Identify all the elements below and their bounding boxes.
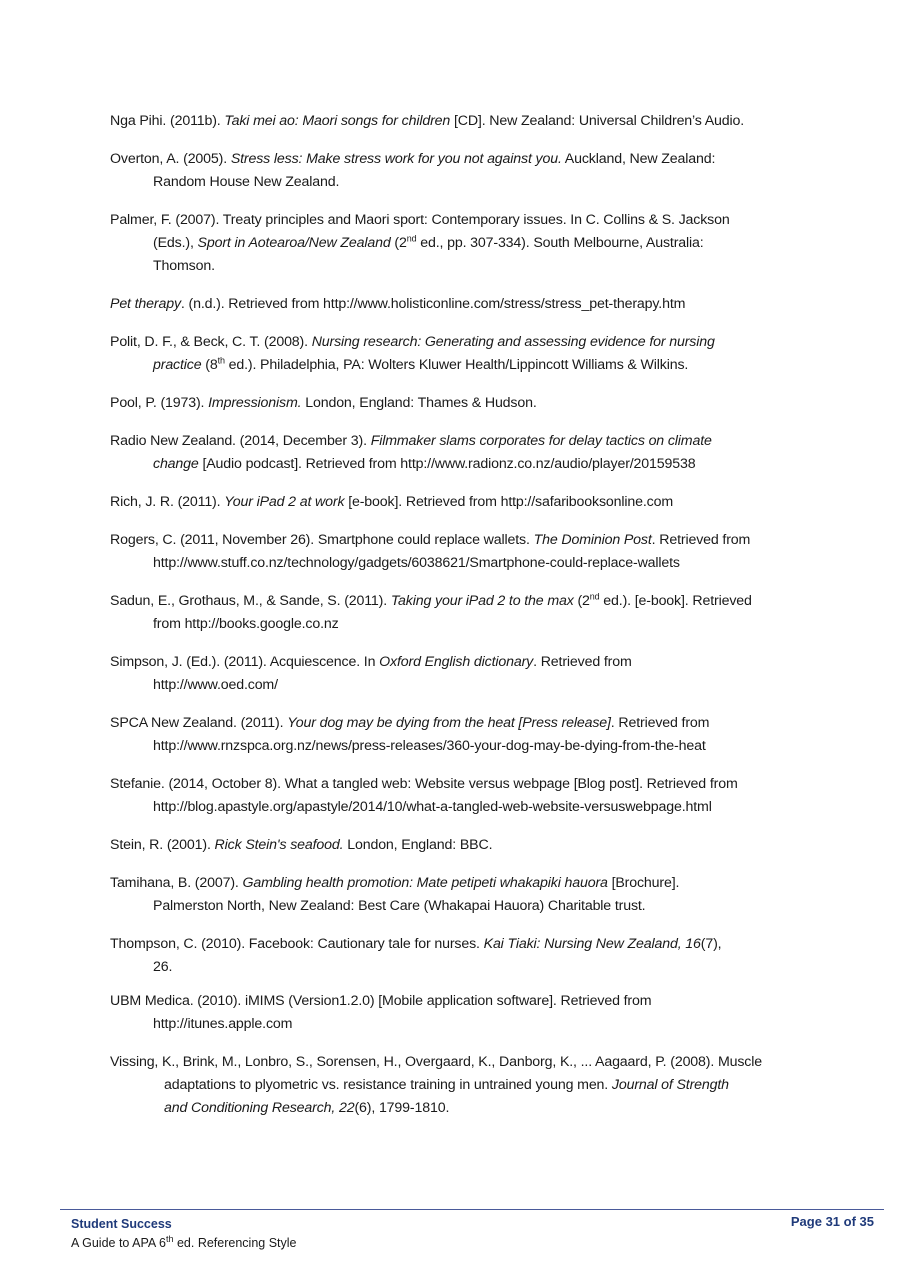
italic-title: Oxford English dictionary bbox=[379, 654, 534, 670]
italic-title: change bbox=[153, 456, 199, 472]
reference-text: ed.). Philadelphia, PA: Wolters Kluwer Health/Lippincott Williams & Wilkins. bbox=[224, 357, 689, 373]
reference-entry bbox=[110, 529, 870, 575]
page-number: Page 31 of 35 bbox=[790, 1214, 874, 1229]
reference-line bbox=[110, 255, 870, 278]
reference-line bbox=[110, 171, 870, 194]
reference-line bbox=[110, 209, 870, 232]
reference-line bbox=[110, 651, 870, 674]
reference-text: London, England: Thames & Hudson. bbox=[301, 395, 537, 411]
reference-text: Nga Pihi. (2011b). bbox=[110, 113, 225, 129]
reference-entry bbox=[110, 1051, 870, 1120]
reference-line bbox=[110, 110, 870, 133]
reference-entry bbox=[110, 933, 870, 979]
footer-subtitle-sup: th bbox=[165, 1233, 174, 1244]
superscript: nd bbox=[406, 233, 417, 244]
reference-entry bbox=[110, 651, 870, 697]
reference-text: Palmer, F. (2007). Treaty principles and Maori sport: Contemporary issues. In C. Collins & S. Jackson bbox=[110, 212, 730, 228]
reference-text: Palmerston North, New Zealand: Best Care (Whakapai Hauora) Charitable trust. bbox=[153, 898, 646, 914]
italic-title: Nursing research: Generating and assessing evidence for nursing bbox=[311, 334, 715, 350]
reference-text: Rogers, C. (2011, November 26). Smartphone could replace wallets. bbox=[110, 532, 534, 548]
reference-line bbox=[110, 552, 870, 575]
reference-line bbox=[110, 148, 870, 171]
reference-text: http://blog.apastyle.org/apastyle/2014/10/what-a-tangled-web-website-versuswebpage.html bbox=[153, 799, 712, 815]
reference-line bbox=[110, 834, 870, 857]
reference-text: http://www.rnzspca.org.nz/news/press-releases/360-your-dog-may-be-dying-from-the-heat bbox=[153, 738, 706, 754]
italic-title: Kai Tiaki: Nursing New Zealand, 16 bbox=[483, 936, 701, 952]
reference-text: [CD]. New Zealand: Universal Children’s Audio. bbox=[450, 113, 745, 129]
reference-line bbox=[110, 453, 870, 476]
reference-text: (2 bbox=[390, 235, 407, 251]
italic-title: Pet therapy bbox=[110, 296, 181, 312]
reference-text: http://itunes.apple.com bbox=[153, 1016, 293, 1032]
reference-entry bbox=[110, 990, 870, 1036]
reference-line bbox=[110, 1097, 870, 1120]
reference-line bbox=[110, 735, 870, 758]
italic-title: Your iPad 2 at work bbox=[224, 494, 345, 510]
reference-line bbox=[110, 674, 870, 697]
italic-title: Impressionism. bbox=[208, 395, 302, 411]
italic-title: Taking your iPad 2 to the max bbox=[390, 593, 574, 609]
italic-title: Sport in Aotearoa/New Zealand bbox=[197, 235, 391, 251]
reference-text: London, England: BBC. bbox=[343, 837, 493, 853]
reference-text: ed., pp. 307-334). South Melbourne, Australia: bbox=[416, 235, 704, 251]
reference-entry bbox=[110, 590, 870, 636]
italic-title: Stress less: Make stress work for you not against you. bbox=[230, 151, 562, 167]
reference-text: Polit, D. F., & Beck, C. T. (2008). bbox=[110, 334, 312, 350]
superscript: nd bbox=[589, 591, 600, 602]
reference-text: Thomson. bbox=[153, 258, 215, 274]
reference-text: from http://books.google.co.nz bbox=[153, 616, 339, 632]
reference-line bbox=[110, 796, 870, 819]
reference-text: (2 bbox=[573, 593, 590, 609]
reference-entry bbox=[110, 392, 870, 415]
reference-line bbox=[110, 1074, 870, 1097]
reference-entry bbox=[110, 293, 870, 316]
reference-entry bbox=[110, 773, 870, 819]
reference-text: (8 bbox=[201, 357, 218, 373]
reference-text: [Audio podcast]. Retrieved from http://www.radionz.co.nz/audio/player/20159538 bbox=[198, 456, 696, 472]
reference-entry bbox=[110, 209, 870, 278]
reference-line bbox=[110, 491, 870, 514]
reference-text: ed.). [e-book]. Retrieved bbox=[599, 593, 752, 609]
reference-entry bbox=[110, 491, 870, 514]
superscript: th bbox=[217, 355, 225, 366]
reference-line bbox=[110, 331, 870, 354]
reference-line bbox=[110, 895, 870, 918]
reference-line bbox=[110, 1013, 870, 1036]
italic-title: and Conditioning Research, 22 bbox=[164, 1100, 355, 1116]
reference-line bbox=[110, 354, 870, 377]
reference-text: (6), 1799-1810. bbox=[354, 1100, 450, 1116]
footer-subtitle-text: ed. Referencing Style bbox=[173, 1236, 297, 1250]
footer-left bbox=[71, 1215, 297, 1253]
reference-entry bbox=[110, 834, 870, 857]
reference-text: http://www.oed.com/ bbox=[153, 677, 278, 693]
reference-text: Tamihana, B. (2007). bbox=[110, 875, 243, 891]
reference-text: http://www.stuff.co.nz/technology/gadgets/6038621/Smartphone-could-replace-wallets bbox=[153, 555, 680, 571]
reference-text: Stein, R. (2001). bbox=[110, 837, 215, 853]
reference-line bbox=[110, 232, 870, 255]
footer-subtitle bbox=[71, 1234, 297, 1253]
reference-text: Stefanie. (2014, October 8). What a tangled web: Website versus webpage [Blog post]. Retrieved from bbox=[110, 776, 738, 792]
reference-entry bbox=[110, 148, 870, 194]
reference-text: 26. bbox=[153, 959, 173, 975]
reference-text: (7), bbox=[700, 936, 722, 952]
italic-title: Journal of Strength bbox=[611, 1077, 729, 1093]
reference-text: . (n.d.). Retrieved from http://www.holisticonline.com/stress/stress_pet-therapy.htm bbox=[180, 296, 686, 312]
reference-line bbox=[110, 293, 870, 316]
reference-entry bbox=[110, 872, 870, 918]
italic-title: Your dog may be dying from the heat [Press release] bbox=[287, 715, 611, 731]
italic-title: Taki mei ao: Maori songs for children bbox=[224, 113, 451, 129]
footer-subtitle-text: A Guide to APA 6 bbox=[71, 1236, 166, 1250]
reference-text: Auckland, New Zealand: bbox=[561, 151, 716, 167]
italic-title: practice bbox=[153, 357, 202, 373]
reference-line bbox=[110, 430, 870, 453]
reference-line bbox=[110, 712, 870, 735]
reference-line bbox=[110, 933, 870, 956]
reference-text: Pool, P. (1973). bbox=[110, 395, 209, 411]
italic-title: The Dominion Post bbox=[533, 532, 652, 548]
reference-line bbox=[110, 529, 870, 552]
reference-entry bbox=[110, 110, 870, 133]
reference-line bbox=[110, 392, 870, 415]
reference-text: Random House New Zealand. bbox=[153, 174, 340, 190]
footer-divider bbox=[60, 1209, 884, 1210]
reference-line bbox=[110, 872, 870, 895]
reference-text: Overton, A. (2005). bbox=[110, 151, 231, 167]
italic-title: Rick Stein's seafood. bbox=[214, 837, 344, 853]
reference-text: Vissing, K., Brink, M., Lonbro, S., Sorensen, H., Overgaard, K., Danborg, K., ... Aagaard, P. (2008). Muscle bbox=[110, 1054, 762, 1070]
reference-text: (Eds.), bbox=[153, 235, 198, 251]
reference-text: UBM Medica. (2010). iMIMS (Version1.2.0) [Mobile application software]. Retrieved from bbox=[110, 993, 652, 1009]
reference-text: adaptations to plyometric vs. resistance training in untrained young men. bbox=[164, 1077, 612, 1093]
reference-entry bbox=[110, 430, 870, 476]
reference-text: SPCA New Zealand. (2011). bbox=[110, 715, 288, 731]
reference-text: Rich, J. R. (2011). bbox=[110, 494, 225, 510]
reference-text: Simpson, J. (Ed.). (2011). Acquiescence. In bbox=[110, 654, 380, 670]
reference-text: Radio New Zealand. (2014, December 3). bbox=[110, 433, 371, 449]
italic-title: Gambling health promotion: Mate petipeti whakapiki hauora bbox=[242, 875, 608, 891]
italic-title: Filmmaker slams corporates for delay tactics on climate bbox=[370, 433, 712, 449]
reference-text: . Retrieved from bbox=[651, 532, 751, 548]
reference-line bbox=[110, 990, 870, 1013]
reference-text: Sadun, E., Grothaus, M., & Sande, S. (2011). bbox=[110, 593, 391, 609]
reference-entry bbox=[110, 331, 870, 377]
reference-line bbox=[110, 613, 870, 636]
reference-entry bbox=[110, 712, 870, 758]
reference-text: . Retrieved from bbox=[610, 715, 710, 731]
reference-text: Thompson, C. (2010). Facebook: Cautionary tale for nurses. bbox=[110, 936, 484, 952]
reference-line bbox=[110, 590, 870, 613]
footer-title: Student Success bbox=[71, 1217, 172, 1231]
reference-text: . Retrieved from bbox=[533, 654, 632, 670]
reference-list bbox=[110, 110, 870, 1135]
reference-text: [Brochure]. bbox=[607, 875, 680, 891]
reference-line bbox=[110, 956, 870, 979]
reference-line bbox=[110, 773, 870, 796]
reference-line bbox=[110, 1051, 870, 1074]
reference-text: [e-book]. Retrieved from http://safaribooksonline.com bbox=[344, 494, 674, 510]
